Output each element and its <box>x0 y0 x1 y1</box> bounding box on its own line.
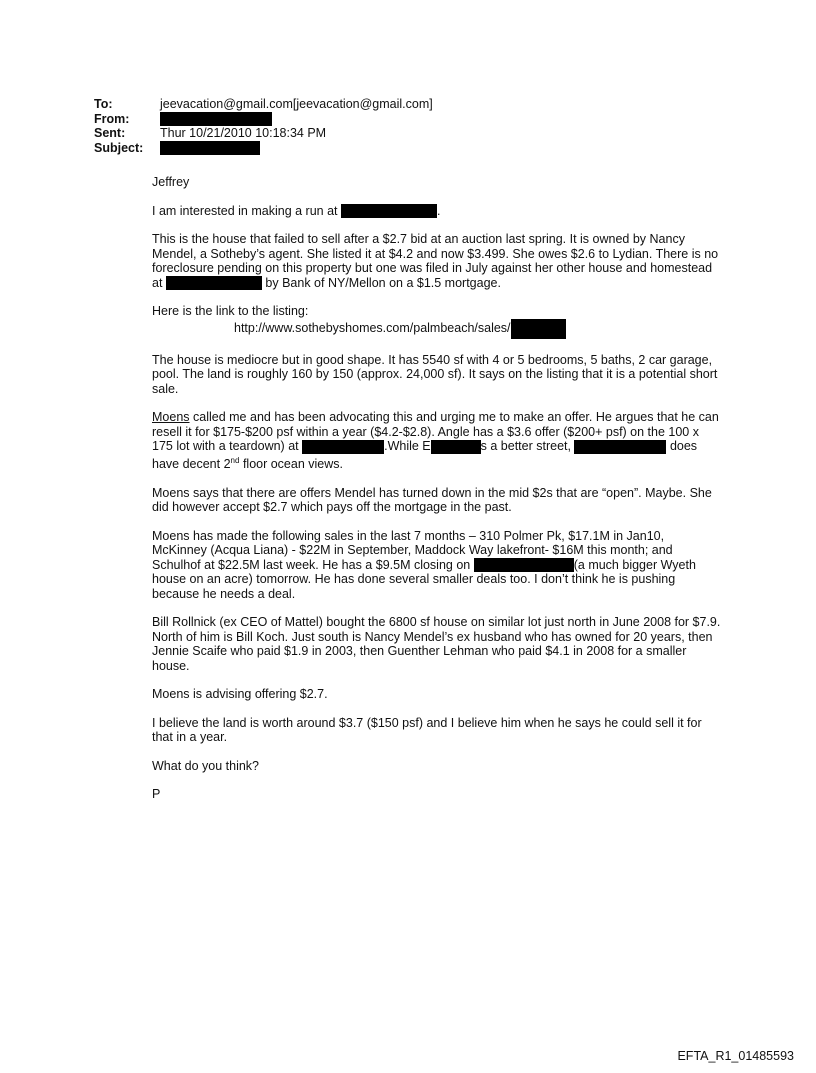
paragraph: Moens says that there are offers Mendel has turned down in the mid $2s that are “open”. Maybe. She did however accept $2.7 which pays off the mortgage in the past. <box>152 485 712 515</box>
redaction-box <box>160 141 260 155</box>
listing-link[interactable]: http://www.sothebyshomes.com/palmbeach/sales/ <box>234 321 511 336</box>
paragraph-text: s a better street, <box>480 439 571 454</box>
redaction-box <box>166 276 262 290</box>
paragraph-text: does have decent 2 <box>152 439 698 472</box>
redaction-box <box>431 440 481 454</box>
superscript: nd <box>230 456 240 466</box>
greeting: Jeffrey <box>152 175 190 189</box>
paragraph: Moens is advising offering $2.7. <box>152 687 328 702</box>
sent-row <box>94 126 433 141</box>
paragraph-text: called me and has been advocating this and urging me to make an offer. He argues that he can resell it for $175-$200 psf within a year ($4.2-$2.8). Angle has a $3.6 offer ($200+ psf) on the 100 x 175 lot with a teardown) at <box>152 410 719 454</box>
subject-label: Subject: <box>94 140 144 155</box>
paragraph: What do you think? <box>152 758 260 773</box>
redaction-box <box>511 319 566 339</box>
paragraph-text: .While E <box>384 439 431 454</box>
paragraph <box>152 410 722 471</box>
paragraph <box>152 304 722 339</box>
paragraph-text: Here is the link to the listing: <box>152 304 309 319</box>
paragraph: The house is mediocre but in good shape. It has 5540 sf with 4 or 5 bedrooms, 5 baths, 2 car garage, pool. The land is roughly 160 by 150 (approx. 24,000 sf). It says on the listing that it is a potential short sale. <box>152 352 718 396</box>
from-label: From: <box>94 111 130 126</box>
redaction-box <box>474 558 574 572</box>
moens-name: Moens <box>152 410 190 425</box>
to-label: To: <box>94 97 113 111</box>
sent-value: Thur 10/21/2010 10:18:34 PM <box>160 126 327 140</box>
paragraph <box>152 232 722 290</box>
redaction-box <box>160 112 272 126</box>
paragraph-text: . <box>437 203 441 218</box>
paragraph: I believe the land is worth around $3.7 ($150 psf) and I believe him when he says he could sell it for that in a year. <box>152 715 702 745</box>
redaction-box <box>574 440 666 454</box>
to-row <box>94 97 433 112</box>
sent-label: Sent: <box>94 126 126 140</box>
subject-row <box>94 141 433 156</box>
document-id: EFTA_R1_01485593 <box>677 1049 794 1063</box>
paragraph-text: (a much bigger Wyeth house on an acre) tomorrow. He has done several smaller deals too. I don’t think he is pushing because he needs a deal. <box>152 557 696 601</box>
paragraph-text: Moens has made the following sales in the last 7 months – 310 Polmer Pk, $17.1M in Jan10, McKinney (Acqua Liana) - $22M in September, Maddock Way lakefront- $16M this month; and Schulhof at $22.5M last week. He has a $9.5M closing on <box>152 528 673 572</box>
paragraph-text: floor ocean views. <box>242 457 343 472</box>
paragraph-text: I am interested in making a run at <box>152 203 338 218</box>
redaction-box <box>341 204 437 218</box>
paragraph-text: This is the house that failed to sell after a $2.7 bid at an auction last spring. It is owned by Nancy Mendel, a Sotheby’s agent. She listed it at $4.2 and now $3.499. She owes $2.6 to Lydian. There is no foreclosure pending on this property but one was filed in July against her other house and homestead at <box>152 232 719 290</box>
email-header <box>94 97 433 155</box>
paragraph <box>152 204 722 219</box>
to-value: jeevacation@gmail.com[jeevacation@gmail.com] <box>160 97 433 111</box>
redaction-box <box>302 440 384 454</box>
paragraph-text: by Bank of NY/Mellon on a $1.5 mortgage. <box>265 275 501 290</box>
email-body <box>152 175 722 816</box>
paragraph <box>152 529 722 602</box>
signoff: P <box>152 787 161 802</box>
from-row <box>94 112 433 127</box>
paragraph: Bill Rollnick (ex CEO of Mattel) bought the 6800 sf house on similar lot just north in June 2008 for $7.9. North of him is Bill Koch. Just south is Nancy Mendel’s ex husband who has owned for 20 years, then Jennie Scaife who paid $1.9 in 2003, then Guenther Lehman who paid $4.1 in 2008 for a smaller house. <box>152 615 721 673</box>
